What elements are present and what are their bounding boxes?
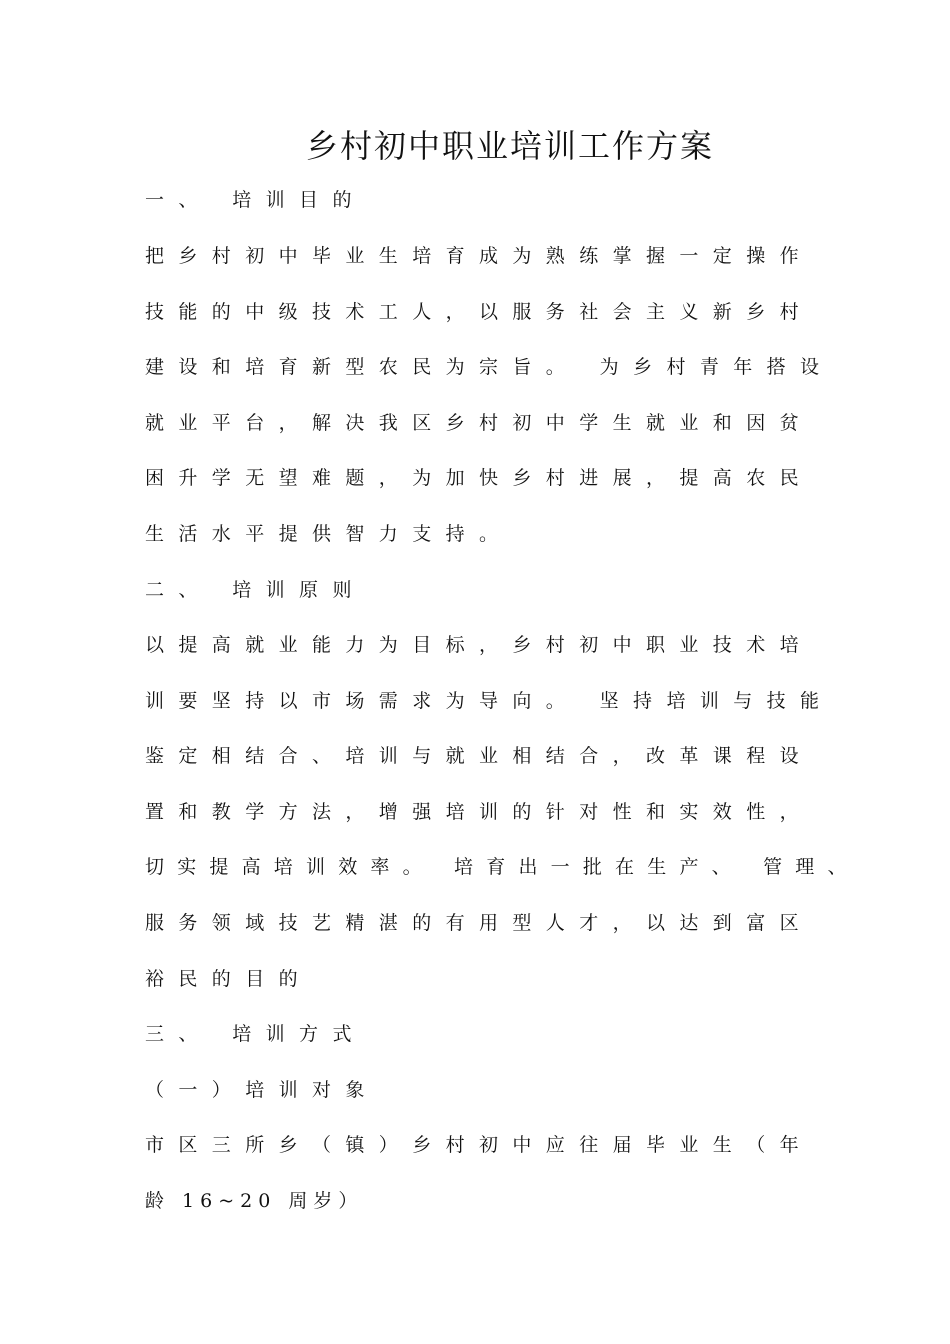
paragraph-line: 切实提高培训效率。 培育出一批在生产、 管理、 [145, 856, 860, 878]
paragraph-line: 就业平台，解决我区乡村初中学生就业和因贫 [145, 412, 814, 434]
paragraph-line: 置和教学方法，增强培训的针对性和实效性， [145, 801, 814, 823]
paragraph-line: 建设和培育新型农民为宗旨。 为乡村青年搭设 [145, 356, 834, 378]
paragraph-line: 以提高就业能力为目标，乡村初中职业技术培 [145, 634, 814, 656]
paragraph-line: 裕民的目的 [145, 968, 313, 990]
sub-heading-1: （一）培训对象 [145, 1079, 379, 1101]
paragraph-line: 生活水平提供智力支持。 [145, 523, 513, 545]
paragraph-line: 市区三所乡（镇）乡村初中应往届毕业生（年 [145, 1134, 814, 1156]
page-title: 乡村初中职业培训工作方案 [305, 127, 714, 165]
paragraph-line: 训要坚持以市场需求为导向。 坚持培训与技能 [145, 690, 834, 712]
section-heading-3: 三、 培训方式 [145, 1023, 366, 1045]
paragraph-line: 服务领域技艺精湛的有用型人才，以达到富区 [145, 912, 814, 934]
paragraph-line: 困升学无望难题，为加快乡村进展，提高农民 [145, 467, 814, 489]
section-heading-1: 一、 培训目的 [145, 189, 366, 211]
paragraph-line: 鉴定相结合、培训与就业相结合，改革课程设 [145, 745, 814, 767]
paragraph-line: 龄 16~20 周岁） [145, 1190, 364, 1212]
section-heading-2: 二、 培训原则 [145, 579, 366, 601]
paragraph-line: 技能的中级技术工人，以服务社会主义新乡村 [145, 301, 814, 323]
paragraph-line: 把乡村初中毕业生培育成为熟练掌握一定操作 [145, 245, 814, 267]
